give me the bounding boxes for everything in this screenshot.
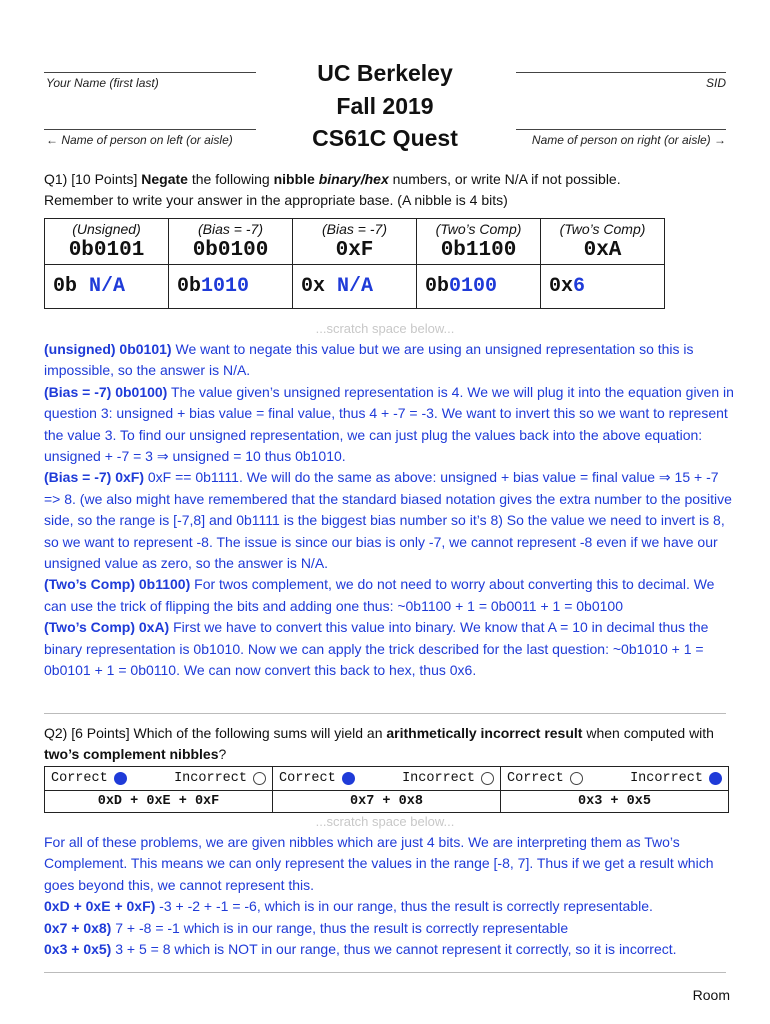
q2-expression: 0x3 + 0x5 <box>501 791 729 813</box>
q1-answer-box[interactable] <box>541 265 665 309</box>
answer-prefix: 0x <box>549 275 574 298</box>
answer-prefix: 0b <box>425 275 450 298</box>
q2-solution <box>44 832 734 960</box>
solution-paragraph: 0xD + 0xE + 0xF) -3 + -2 + -1 = -6, which is in our range, thus the result is correctly representable. <box>44 898 653 915</box>
divider <box>44 972 726 973</box>
radio-selected-icon[interactable] <box>709 772 722 785</box>
radio-selected-icon[interactable] <box>114 772 127 785</box>
solution-paragraph: (Two’s Comp) 0xA) First we have to convert this value into binary. We know that A = 10 in decimal thus the binary representation is 0b1010. Now we can apply the trick described for the last question: ~0b1010 + 1 = 0b0101 + 1 = 0b0110. We can now convert this back to hex, thus 0x6. <box>44 619 709 679</box>
title-university: UC Berkeley <box>317 60 453 86</box>
q2-option-cell <box>501 767 729 791</box>
radio-empty-icon[interactable] <box>481 772 494 785</box>
q1-table <box>44 218 665 309</box>
q2-expression: 0xD + 0xE + 0xF <box>45 791 273 813</box>
answer-prefix: 0b <box>53 275 90 298</box>
answer-prefix: 0b <box>177 275 202 298</box>
q1-solution <box>44 339 734 682</box>
solution-intro: For all of these problems, we are given nibbles which are just 4 bits. We are interpreting them as Two’s Complement. This means we can only represent the values in the range [-8, 7]. Thus if we get a result which goes beyond this, we cannot represent this. <box>44 834 714 893</box>
solution-paragraph: (unsigned) 0b0101) We want to negate this value but we are using an unsigned representation so this is impossible, so the answer is N/A. <box>44 341 694 379</box>
q1-answer-box[interactable] <box>417 265 541 309</box>
q1-given-value: 0xA <box>541 239 665 265</box>
radio-selected-icon[interactable] <box>342 772 355 785</box>
sid-label: SID <box>705 76 726 90</box>
radio-empty-icon[interactable] <box>253 772 266 785</box>
incorrect-label: Incorrect <box>630 771 703 786</box>
correct-label: Correct <box>51 771 108 786</box>
correct-option[interactable] <box>51 771 127 786</box>
solution-paragraph: (Bias = -7) 0xF) 0xF == 0b1111. We will do the same as above: unsigned + bias value = final value ⇒ 15 + -7 => 8. (we also might have remembered that the standard biased notation gives the extra number to the positive side, so the range is [-7,8] and 0b1111 is the biggest bias number so it’s 8) So the value we need to invert is 8, so we want to represent -8. The issue is since our bias is only -7, we cannot represent -8 even if we have our unsigned value as zero, so the answer is N/A. <box>44 469 732 572</box>
title-term: Fall 2019 <box>336 93 434 119</box>
q2-option-cell <box>45 767 273 791</box>
incorrect-option[interactable] <box>174 771 266 786</box>
answer-value: 0100 <box>449 275 498 298</box>
q1-answer-box[interactable] <box>169 265 293 309</box>
correct-option[interactable] <box>507 771 583 786</box>
q1-col-header: (Unsigned) <box>45 219 169 239</box>
q1-col-header: (Bias = -7) <box>169 219 293 239</box>
incorrect-label: Incorrect <box>402 771 475 786</box>
correct-option[interactable] <box>279 771 355 786</box>
q2-option-cell <box>273 767 501 791</box>
solution-paragraph: 0x3 + 0x5) 3 + 5 = 8 which is NOT in our range, thus we cannot represent it correctly, so it is incorrect. <box>44 941 677 958</box>
correct-label: Correct <box>279 771 336 786</box>
solution-paragraph: (Two’s Comp) 0b1100) For twos complement, we do not need to worry about converting this to decimal. We can use the trick of flipping the bits and adding one thus: ~0b1100 + 1 = 0b0011 + 1 = 0b0100 <box>44 576 715 614</box>
solution-paragraph: 0x7 + 0x8) 7 + -8 = -1 which is in our range, thus the result is correctly representable <box>44 919 569 936</box>
name-blank-line[interactable] <box>44 72 256 73</box>
answer-prefix: 0x <box>301 275 338 298</box>
q2-scratch-label: ...scratch space below... <box>315 814 455 829</box>
q1-col-header: (Two’s Comp) <box>541 219 665 239</box>
name-label: Your Name (first last) <box>46 76 159 90</box>
answer-value: 1010 <box>201 275 250 298</box>
q1-given-value: 0b0100 <box>169 239 293 265</box>
incorrect-option[interactable] <box>630 771 722 786</box>
title-course: CS61C Quest <box>312 125 458 151</box>
q1-scratch-label: ...scratch space below... <box>315 321 455 336</box>
q1-answer-box[interactable] <box>45 265 169 309</box>
radio-empty-icon[interactable] <box>570 772 583 785</box>
q1-answer-box[interactable] <box>293 265 417 309</box>
answer-value: N/A <box>89 275 126 298</box>
incorrect-option[interactable] <box>402 771 494 786</box>
left-person-blank-line[interactable] <box>44 129 256 130</box>
right-person-blank-line[interactable] <box>516 129 726 130</box>
solution-paragraph: (Bias = -7) 0b0100) The value given’s unsigned representation is 4. We we will plug it into the equation given in question 3: unsigned + bias value = final value, thus 4 + -7 = -3. We want to invert this so we want to represent the value 3. To find our unsigned representation, we can just plug the values back into the above equation: unsigned + -7 = 3 ⇒ unsigned = 10 thus 0b1010. <box>44 383 734 465</box>
q1-col-header: (Bias = -7) <box>293 219 417 239</box>
q2-expression: 0x7 + 0x8 <box>273 791 501 813</box>
room-label: Room <box>692 987 730 1003</box>
left-person-label: ← Name of person on left (or aisle) <box>46 133 233 147</box>
sid-blank-line[interactable] <box>516 72 726 73</box>
answer-value: 6 <box>573 275 586 298</box>
q1-prompt: Q1) [10 Points] Negate the following nibble binary/hex numbers, or write N/A if not possible. Remember to write your answer in the appropriate base. (A nibble is 4 bits) <box>44 171 621 208</box>
correct-label: Correct <box>507 771 564 786</box>
q1-given-value: 0xF <box>293 239 417 265</box>
q1-given-value: 0b1100 <box>417 239 541 265</box>
right-person-label: Name of person on right (or aisle) → <box>531 133 726 147</box>
q1-col-header: (Two’s Comp) <box>417 219 541 239</box>
answer-value: N/A <box>337 275 374 298</box>
q1-given-value: 0b0101 <box>45 239 169 265</box>
q2-table <box>44 766 729 813</box>
q2-prompt: Q2) [6 Points] Which of the following sums will yield an arithmetically incorrect result when computed with two’s complement nibbles? <box>44 725 714 762</box>
incorrect-label: Incorrect <box>174 771 247 786</box>
divider <box>44 713 726 714</box>
